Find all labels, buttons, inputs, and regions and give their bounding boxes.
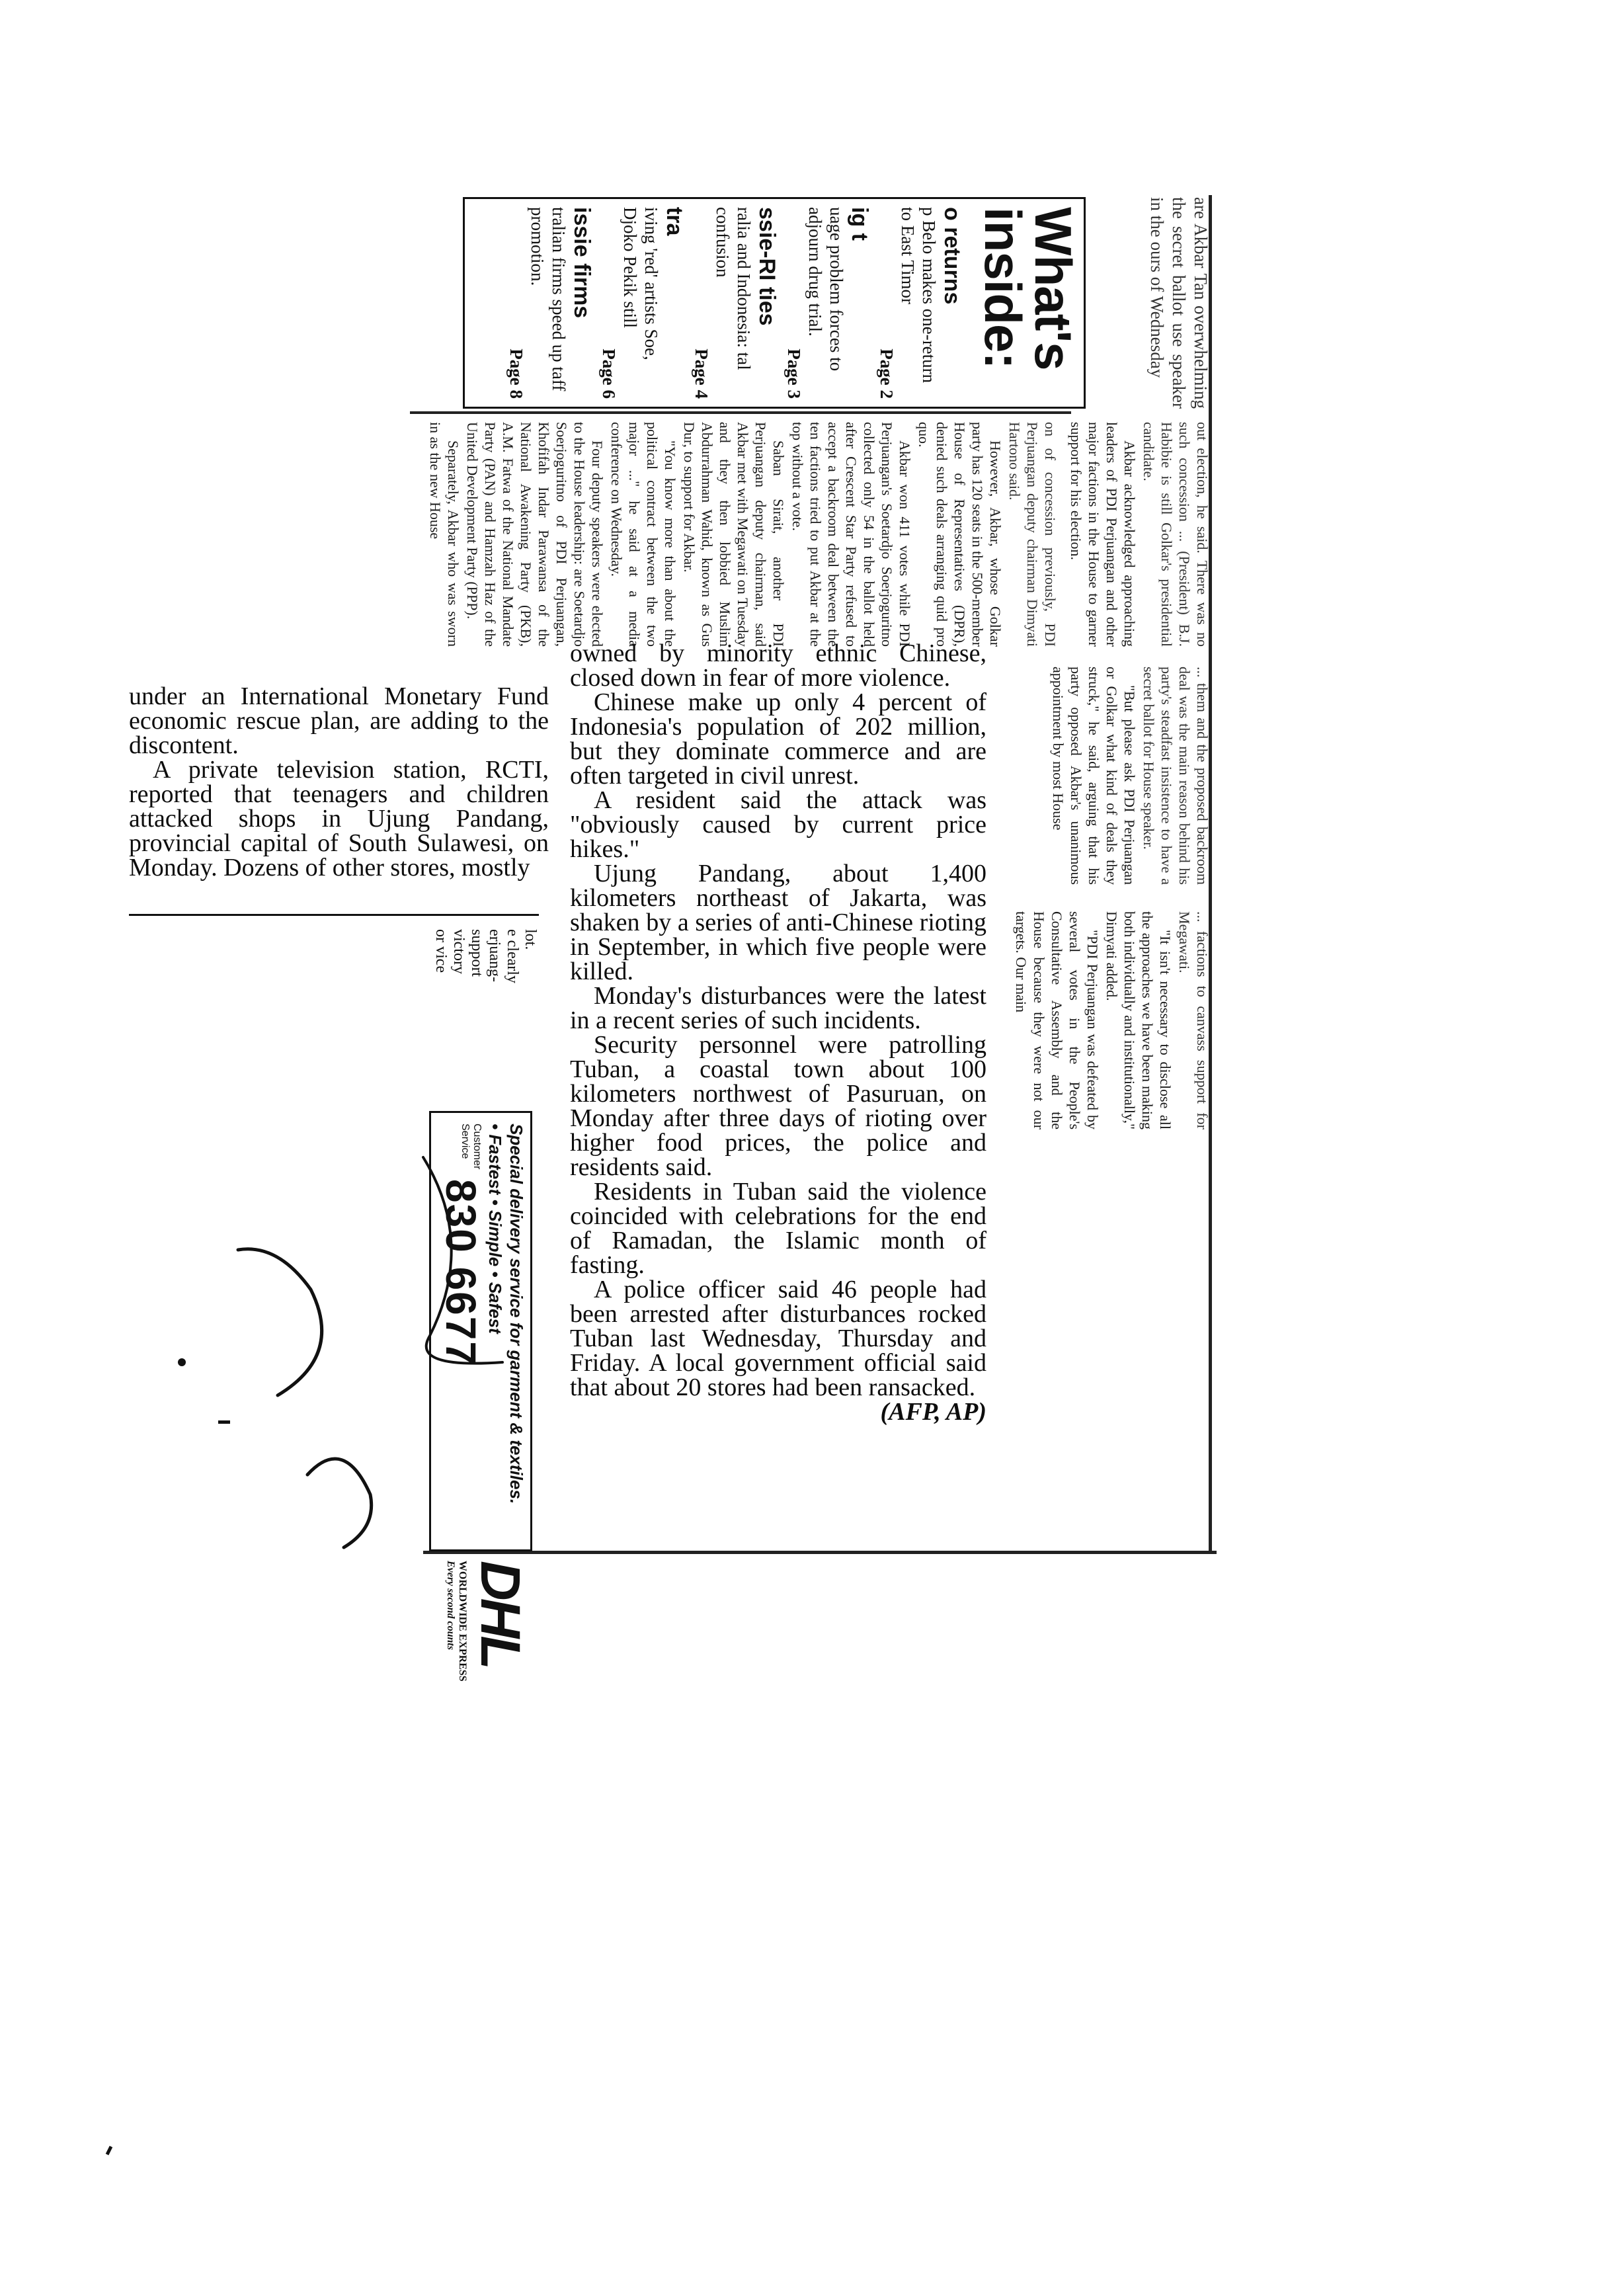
sidebar-item-text: iving 'red' artists Soe, Djoko Pekik still [620,207,661,360]
column-a-paragraph: However, Akbar, whose Golkar party has 120 seats in the 500-member House of Representatives (DPR), denied such deals arranging quid pro quo. [916,422,1004,647]
sidebar-fragment-text: are Akbar Tan overwhelming the secret ballot use speaker in the ours of Wednesday [1147,197,1211,409]
whats-inside-title-2: inside: [974,207,1032,369]
main-story-paragraph: A private television station, RCTI, reported that teenagers and children attacked shops in Ujung Pandang, provincial capital of South Sulawesi, on Monday. Dozens of other stores, mostly [129,756,549,882]
main-story-paragraph: owned by minority ethnic Chinese, closed down in fear of more violence. [570,639,986,692]
sidebar-item-page: Page 4 [692,348,711,399]
sidebar-item-text: ralia and Indonesia: tal confusion [713,207,754,370]
fragment-line: lot. [522,929,539,950]
sidebar-item-page: Page 6 [599,348,619,399]
fragment-line: or vice [432,929,450,973]
column-b-paragraph: Akbar acknowledged approaching leaders of PDI Perjuangan and other major factions in the House to garner support for his election. [1068,422,1138,647]
sidebar-item-page: Page 2 [877,348,897,399]
fragment-line: e clearly [504,929,521,983]
dhl-logo: DHL [469,1561,532,1667]
sidebar-item-page: Page 8 [506,348,526,399]
ad-service-label: Customer Service [460,1124,483,1170]
main-story-paragraph: Chinese make up only 4 percent of Indonesia's population of 202 million, but they dominate commerce and are often targeted in civil unrest. [570,688,986,790]
column-d-paragraph: ... factions to canvass support for Megawati. [1176,911,1211,1129]
column-a-paragraph: Four deputy speakers were elected to the House leadership: are Soetardjo Soerjoguritno of PDI Perjuangan, Khofifah Indar Parawansa of the National Awakening Party (PKB), A.M. Fatwa of the National Mandate Party (PAN) and Hamzah Haz of the United Development Party (PPP). [464,422,606,647]
sidebar-item-text: tralian firms speed up taff promotion. [528,207,569,391]
ad-tagline: Special delivery service for garment & textiles. [506,1124,526,1504]
main-story-paragraph: Residents in Tuban said the violence coincided with celebrations for the end of Ramadan, the Islamic month of fasting. [570,1178,986,1279]
dhl-motto: Every second counts [445,1561,456,1651]
story-credit: (AFP, AP) [880,1398,986,1426]
fragment-line: victory [450,929,467,974]
ad-phone-number: 830 6677 [437,1179,485,1366]
sidebar-item-head: ig t [847,207,872,241]
fragment-line: support [468,929,485,977]
ad-slogan: • Fastest • Simple • Safest [485,1124,505,1334]
dhl-brand-sub: WORLDWIDE EXPRESS [457,1561,468,1682]
column-d-paragraph: "PDI Perjuangan was defeated by several votes in the People's Consultative Assembly and the House because they were not our targets. Our main [1013,911,1101,1129]
main-story-paragraph: Monday's disturbances were the latest in a recent series of such incidents. [570,982,986,1034]
sidebar-item-page: Page 3 [784,348,804,399]
column-b-fragment: out election, he said. There was no such concession ... (President) B.J. Habibie is still Golkar's presidential candidate. [1141,422,1211,647]
sidebar-item-text: p Belo makes one-return to East Timor [898,207,939,384]
column-c-paragraph: ... them and the proposed backroom deal was the main reason behind his party's steadfast insistence to have a secret ballot for House speaker. [1141,667,1211,885]
column-a-paragraph: "You know more than about the political contract between the two major ..." he said at a media conference on Wednesday. [608,422,678,647]
sidebar-item-head: tra [662,207,687,236]
whats-inside-title-1: What's [1024,207,1082,370]
column-d-paragraph: "It isn't necessary to disclose all the approaches we have been making both individually and institutionally," Dimyati added. [1104,911,1174,1129]
main-story-paragraph: under an International Monetary Fund economic rescue plan, are adding to the discontent. [129,682,549,759]
sidebar-item-head: o returns [940,207,965,305]
main-story-paragraph: Security personnel were patrolling Tuban, a coastal town about 100 kilometers northwest of Pasuruan, on Monday after three days of rioting over higher food prices, the police and residents said. [570,1031,986,1181]
column-a-paragraph: Separately, Akbar who was sworn in as the new House [427,422,462,647]
column-a-paragraph: on of concession previously, PDI Perjuangan deputy chairman Dimyati Hartono said. [1006,422,1059,647]
sidebar-item-head: ssie-RI ties [754,207,780,326]
fragment-line: erjuang- [486,929,503,982]
sidebar-item-head: issie firms [569,207,594,319]
column-a-paragraph: Saban Sirait, another PDI Perjuangan deputy chairman, said Akbar met with Megawati on Tuesday and they then lobbied Muslim Abdurrahman Wahid, known as Gus Dur, to support for Akbar. [681,422,787,647]
main-story-paragraph: Ujung Pandang, about 1,400 kilometers northeast of Jakarta, was shaken by a series of anti-Chinese rioting in September, in which five people were killed. [570,860,986,985]
column-a-paragraph: Akbar won 411 votes while PDI Perjuangan's Soetardjo Soerjoguritno collected only 54 in the ballot held after Crescent Star Party refused to accept a backroom deal between the ten factions tried to put Akbar at the top without a vote. [789,422,913,647]
column-c-paragraph: "But please ask PDI Perjuangan or Golkar what kind of deals they struck," he said, arguing that his party opposed Akbar's unanimous appointment by most House [1050,667,1138,885]
main-story-paragraph: A police officer said 46 people had been arrested after disturbances rocked Tuban last Wednesday, Thursday and Friday. A local government official said that about 20 stores had been ransacked. [570,1276,986,1401]
sidebar-item-text: uage problem forces to adjourn drug trial. [805,207,846,372]
main-story-paragraph: A resident said the attack was "obviously caused by current price hikes." [570,786,986,863]
